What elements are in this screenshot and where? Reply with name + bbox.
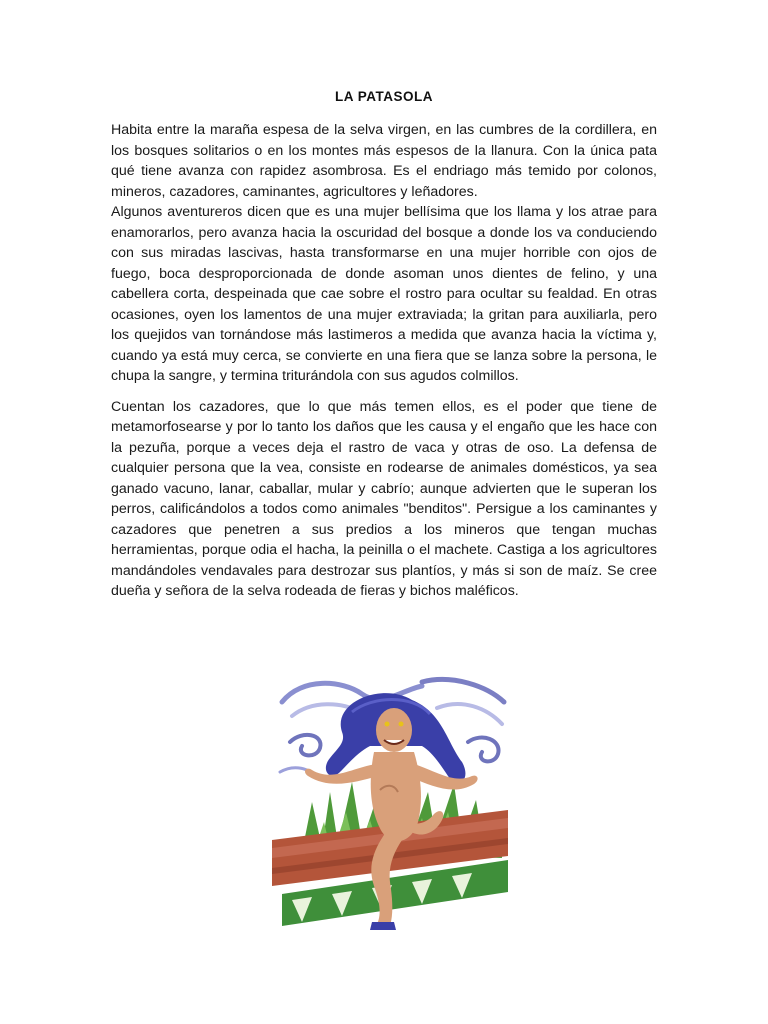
document-body xyxy=(111,120,657,602)
paragraph-3: Cuentan los cazadores, que lo que más temen ellos, es el poder que tiene de metamorfosearse y por lo tanto los daños que les causa y el engaño que les hace con la pezuña, porque a veces deja el rastro de vaca y otras de oso. La defensa de cualquier persona que la vea, consiste en rodearse de animales domésticos, ya sea ganado vacuno, lanar, caballar, mular y cabrío; aunque advierten que le superan los perros, calificándolos a todos como animales "benditos". Persigue a los caminantes y cazadores que penetren a sus predios a los mineros que tengan muchas herramientas, porque odia el hacha, la peinilla o el machete. Castiga a los agricultores mandándoles vendavales para destrozar sus plantíos, y más si son de maíz. Se cree dueña y señora de la selva rodeada de fieras y bichos maléficos. xyxy=(111,398,657,599)
page-title: LA PATASOLA xyxy=(335,89,433,104)
paragraph-2: Algunos aventureros dicen que es una mujer bellísima que los llama y los atrae para enamorarlos, pero avanza hacia la oscuridad del bosque a donde los va conduciendo con sus miradas lascivas, hasta transformarse en una mujer horrible con ojos de fuego, boca desproporcionada de donde asoman unos dientes de felino, y una cabellera corta, despeinada que cae sobre el rostro para ocultar su fealdad. En otras ocasiones, oyen los lamentos de una mujer extraviada; la gritan para auxiliarla, pero los quejidos van tornándose más lastimeros a medida que avanza hacia la víctima y, cuando ya está muy cerca, se convierte en una fiera que se lanza sobre la persona, le chupa la sangre, y termina triturándola con sus agudos colmillos. xyxy=(111,204,657,384)
paragraph-1: Habita entre la maraña espesa de la selva virgen, en las cumbres de la cordillera, en los bosques solitarios o en los montes más espesos de la llanura. Con la única pata qué tiene avanza con rapidez asombrosa. Es el endriago más temido por colonos, mineros, cazadores, caminantes, agricultores y leñadores. xyxy=(111,122,657,200)
patasola-illustration xyxy=(272,672,508,930)
